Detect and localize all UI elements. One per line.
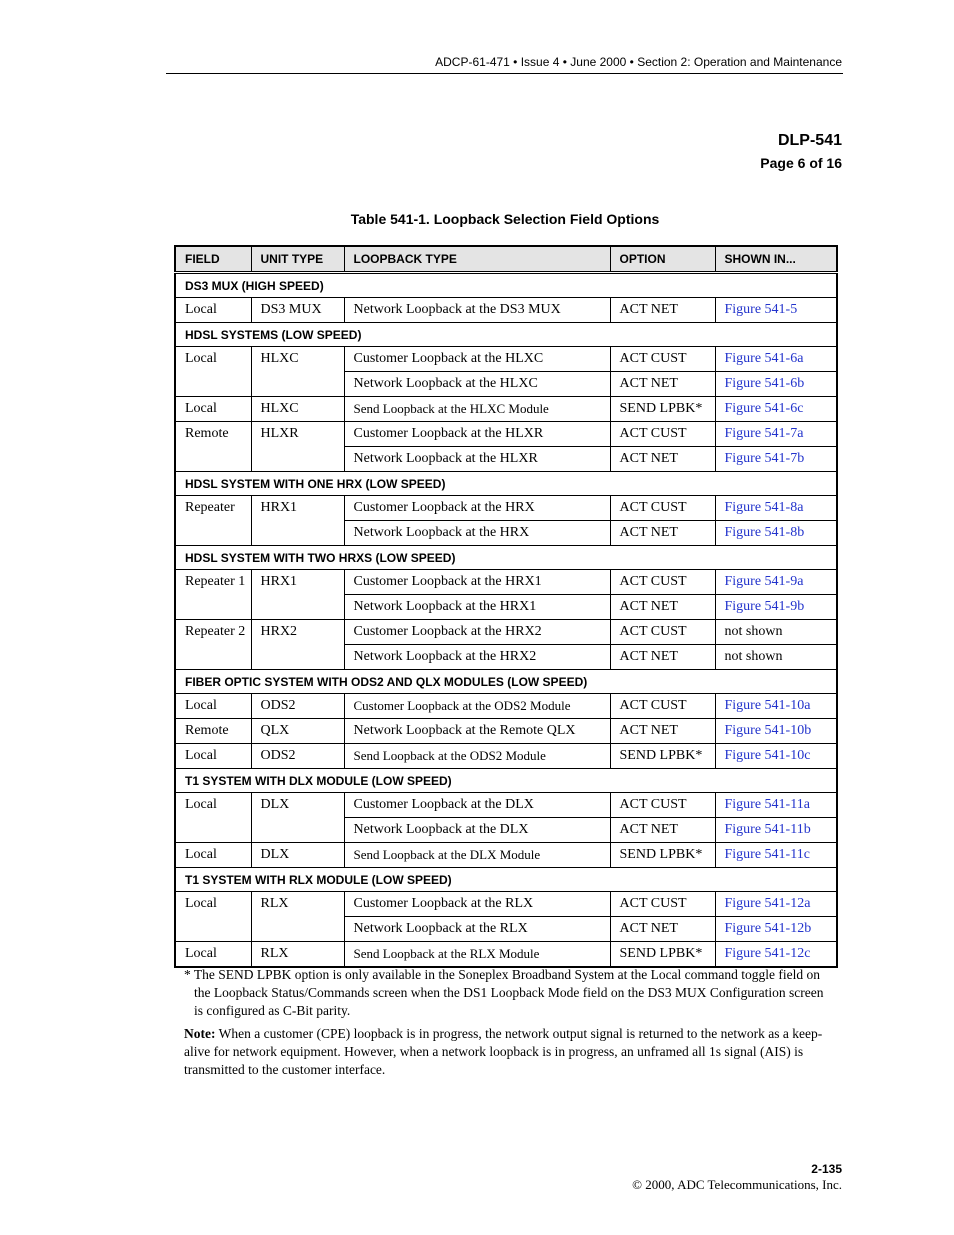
header-rule bbox=[166, 73, 843, 74]
cell-loopback-type: Send Loopback at the ODS2 Module bbox=[344, 744, 610, 769]
cell-option: SEND LPBK* bbox=[610, 744, 715, 769]
cell-unit-type: HLXR bbox=[251, 422, 344, 472]
cell-loopback-type: Send Loopback at the HLXC Module bbox=[344, 397, 610, 422]
figure-link[interactable]: Figure 541-9a bbox=[715, 570, 837, 595]
cell-field: Local bbox=[175, 397, 251, 422]
figure-link[interactable]: Figure 541-10c bbox=[715, 744, 837, 769]
figure-link[interactable]: Figure 541-9b bbox=[715, 595, 837, 620]
page-count: Page 6 of 16 bbox=[760, 155, 842, 171]
cell-unit-type: ODS2 bbox=[251, 744, 344, 769]
section-title: HDSL SYSTEMS (LOW SPEED) bbox=[175, 323, 837, 347]
figure-link[interactable]: Figure 541-7b bbox=[715, 447, 837, 472]
cell-option: ACT NET bbox=[610, 298, 715, 323]
table-row bbox=[175, 570, 837, 595]
figure-link[interactable]: Figure 541-10a bbox=[715, 694, 837, 719]
cell-loopback-type: Network Loopback at the HLXR bbox=[344, 447, 610, 472]
section-row bbox=[175, 670, 837, 694]
figure-link[interactable]: Figure 541-12a bbox=[715, 892, 837, 917]
cell-option: ACT CUST bbox=[610, 347, 715, 372]
cell-field: Remote bbox=[175, 422, 251, 472]
note-label: Note: bbox=[184, 1026, 216, 1041]
cell-field: Local bbox=[175, 793, 251, 843]
cell-unit-type: HRX1 bbox=[251, 496, 344, 546]
table-header-row bbox=[175, 246, 837, 273]
cell-option: ACT NET bbox=[610, 719, 715, 744]
cell-option: ACT NET bbox=[610, 645, 715, 670]
figure-link[interactable]: Figure 541-6c bbox=[715, 397, 837, 422]
cell-field: Local bbox=[175, 892, 251, 942]
section-row bbox=[175, 868, 837, 892]
page-number: 2-135 bbox=[811, 1162, 842, 1176]
cell-loopback-type: Customer Loopback at the HRX2 bbox=[344, 620, 610, 645]
section-row bbox=[175, 323, 837, 347]
table-row bbox=[175, 422, 837, 447]
cell-loopback-type: Customer Loopback at the HRX bbox=[344, 496, 610, 521]
cell-loopback-type: Network Loopback at the Remote QLX bbox=[344, 719, 610, 744]
copyright: © 2000, ADC Telecommunications, Inc. bbox=[632, 1177, 842, 1192]
cell-option: ACT CUST bbox=[610, 496, 715, 521]
cell-unit-type: HRX2 bbox=[251, 620, 344, 670]
table-row bbox=[175, 298, 837, 323]
cell-unit-type: DLX bbox=[251, 843, 344, 868]
cell-loopback-type: Customer Loopback at the RLX bbox=[344, 892, 610, 917]
footnote: * The SEND LPBK option is only available in the Soneplex Broadband System at the Local command toggle field on the Loopback Status/Commands screen when the DS1 Loopback Mode field on the DS3 MUX Configuration screen is configured as C-Bit parity. bbox=[184, 967, 824, 1018]
table-row bbox=[175, 942, 837, 968]
table-row bbox=[175, 793, 837, 818]
cell-option: ACT CUST bbox=[610, 793, 715, 818]
figure-link[interactable]: Figure 541-6b bbox=[715, 372, 837, 397]
section-title: DS3 MUX (HIGH SPEED) bbox=[175, 273, 837, 298]
cell-option: ACT NET bbox=[610, 372, 715, 397]
section-row bbox=[175, 769, 837, 793]
cell-option: ACT NET bbox=[610, 818, 715, 843]
section-title: HDSL SYSTEM WITH TWO HRXS (LOW SPEED) bbox=[175, 546, 837, 570]
cell-loopback-type: Network Loopback at the HLXC bbox=[344, 372, 610, 397]
column-header-loopback-type: LOOPBACK TYPE bbox=[344, 246, 610, 273]
cell-option: ACT CUST bbox=[610, 570, 715, 595]
table-row bbox=[175, 620, 837, 645]
cell-field: Local bbox=[175, 744, 251, 769]
cell-loopback-type: Send Loopback at the RLX Module bbox=[344, 942, 610, 968]
cell-unit-type: HLXC bbox=[251, 397, 344, 422]
cell-loopback-type: Network Loopback at the HRX bbox=[344, 521, 610, 546]
cell-loopback-type: Network Loopback at the RLX bbox=[344, 917, 610, 942]
table-body bbox=[175, 273, 837, 968]
cell-option: ACT CUST bbox=[610, 422, 715, 447]
cell-loopback-type: Network Loopback at the DS3 MUX bbox=[344, 298, 610, 323]
figure-link[interactable]: Figure 541-8a bbox=[715, 496, 837, 521]
note-text: When a customer (CPE) loopback is in progress, the network output signal is returned to the network as a keep-alive for network equipment. However, when a network loopback is in progress, an unframed all 1s signal (AIS) is transmitted to the customer interface. bbox=[184, 1026, 823, 1077]
cell-unit-type: RLX bbox=[251, 942, 344, 968]
table-row bbox=[175, 694, 837, 719]
cell-unit-type: ODS2 bbox=[251, 694, 344, 719]
cell-field: Local bbox=[175, 347, 251, 397]
figure-link[interactable]: Figure 541-11b bbox=[715, 818, 837, 843]
cell-loopback-type: Network Loopback at the HRX1 bbox=[344, 595, 610, 620]
running-header: ADCP-61-471 • Issue 4 • June 2000 • Section 2: Operation and Maintenance bbox=[435, 55, 842, 69]
table-caption: Table 541-1. Loopback Selection Field Options bbox=[350, 211, 660, 227]
cell-option: ACT CUST bbox=[610, 620, 715, 645]
column-header-option: OPTION bbox=[610, 246, 715, 273]
column-header-field: FIELD bbox=[175, 246, 251, 273]
section-title: T1 SYSTEM WITH RLX MODULE (LOW SPEED) bbox=[175, 868, 837, 892]
cell-loopback-type: Customer Loopback at the ODS2 Module bbox=[344, 694, 610, 719]
cell-option: SEND LPBK* bbox=[610, 843, 715, 868]
cell-loopback-type: Customer Loopback at the HLXC bbox=[344, 347, 610, 372]
cell-option: ACT NET bbox=[610, 917, 715, 942]
cell-loopback-type: Network Loopback at the DLX bbox=[344, 818, 610, 843]
table-row bbox=[175, 719, 837, 744]
figure-link[interactable]: Figure 541-6a bbox=[715, 347, 837, 372]
cell-unit-type: DLX bbox=[251, 793, 344, 843]
table-row bbox=[175, 347, 837, 372]
dlp-title: DLP-541 bbox=[777, 132, 842, 149]
cell-unit-type: DS3 MUX bbox=[251, 298, 344, 323]
cell-option: SEND LPBK* bbox=[610, 942, 715, 968]
cell-shown-in: not shown bbox=[715, 620, 837, 645]
cell-field: Local bbox=[175, 942, 251, 968]
section-title: FIBER OPTIC SYSTEM WITH ODS2 AND QLX MODULES (LOW SPEED) bbox=[175, 670, 837, 694]
loopback-table bbox=[174, 245, 838, 968]
section-title: T1 SYSTEM WITH DLX MODULE (LOW SPEED) bbox=[175, 769, 837, 793]
table-row bbox=[175, 892, 837, 917]
cell-loopback-type: Customer Loopback at the HLXR bbox=[344, 422, 610, 447]
section-row bbox=[175, 472, 837, 496]
cell-loopback-type: Network Loopback at the HRX2 bbox=[344, 645, 610, 670]
cell-shown-in: not shown bbox=[715, 645, 837, 670]
section-row bbox=[175, 273, 837, 298]
table-row bbox=[175, 744, 837, 769]
cell-option: SEND LPBK* bbox=[610, 397, 715, 422]
table-row bbox=[175, 397, 837, 422]
cell-unit-type: HRX1 bbox=[251, 570, 344, 620]
cell-unit-type: RLX bbox=[251, 892, 344, 942]
figure-link[interactable]: Figure 541-5 bbox=[715, 298, 837, 323]
cell-field: Local bbox=[175, 843, 251, 868]
cell-field: Remote bbox=[175, 719, 251, 744]
section-row bbox=[175, 546, 837, 570]
cell-option: ACT NET bbox=[610, 521, 715, 546]
cell-unit-type: QLX bbox=[251, 719, 344, 744]
cell-loopback-type: Customer Loopback at the DLX bbox=[344, 793, 610, 818]
cell-field: Repeater 1 bbox=[175, 570, 251, 620]
figure-link[interactable]: Figure 541-10b bbox=[715, 719, 837, 744]
cell-option: ACT NET bbox=[610, 595, 715, 620]
cell-field: Repeater 2 bbox=[175, 620, 251, 670]
figure-link[interactable]: Figure 541-8b bbox=[715, 521, 837, 546]
cell-field: Local bbox=[175, 694, 251, 719]
section-title: HDSL SYSTEM WITH ONE HRX (LOW SPEED) bbox=[175, 472, 837, 496]
figure-link[interactable]: Figure 541-7a bbox=[715, 422, 837, 447]
cell-option: ACT NET bbox=[610, 447, 715, 472]
figure-link[interactable]: Figure 541-12c bbox=[715, 942, 837, 968]
table-row bbox=[175, 843, 837, 868]
cell-loopback-type: Send Loopback at the DLX Module bbox=[344, 843, 610, 868]
figure-link[interactable]: Figure 541-11c bbox=[715, 843, 837, 868]
column-header-shown-in: SHOWN IN... bbox=[715, 246, 837, 273]
column-header-unit-type: UNIT TYPE bbox=[251, 246, 344, 273]
figure-link[interactable]: Figure 541-12b bbox=[715, 917, 837, 942]
note-paragraph bbox=[184, 1025, 824, 1079]
cell-loopback-type: Customer Loopback at the HRX1 bbox=[344, 570, 610, 595]
cell-option: ACT CUST bbox=[610, 694, 715, 719]
figure-link[interactable]: Figure 541-11a bbox=[715, 793, 837, 818]
cell-unit-type: HLXC bbox=[251, 347, 344, 397]
cell-field: Repeater bbox=[175, 496, 251, 546]
table-row bbox=[175, 496, 837, 521]
cell-field: Local bbox=[175, 298, 251, 323]
cell-option: ACT CUST bbox=[610, 892, 715, 917]
